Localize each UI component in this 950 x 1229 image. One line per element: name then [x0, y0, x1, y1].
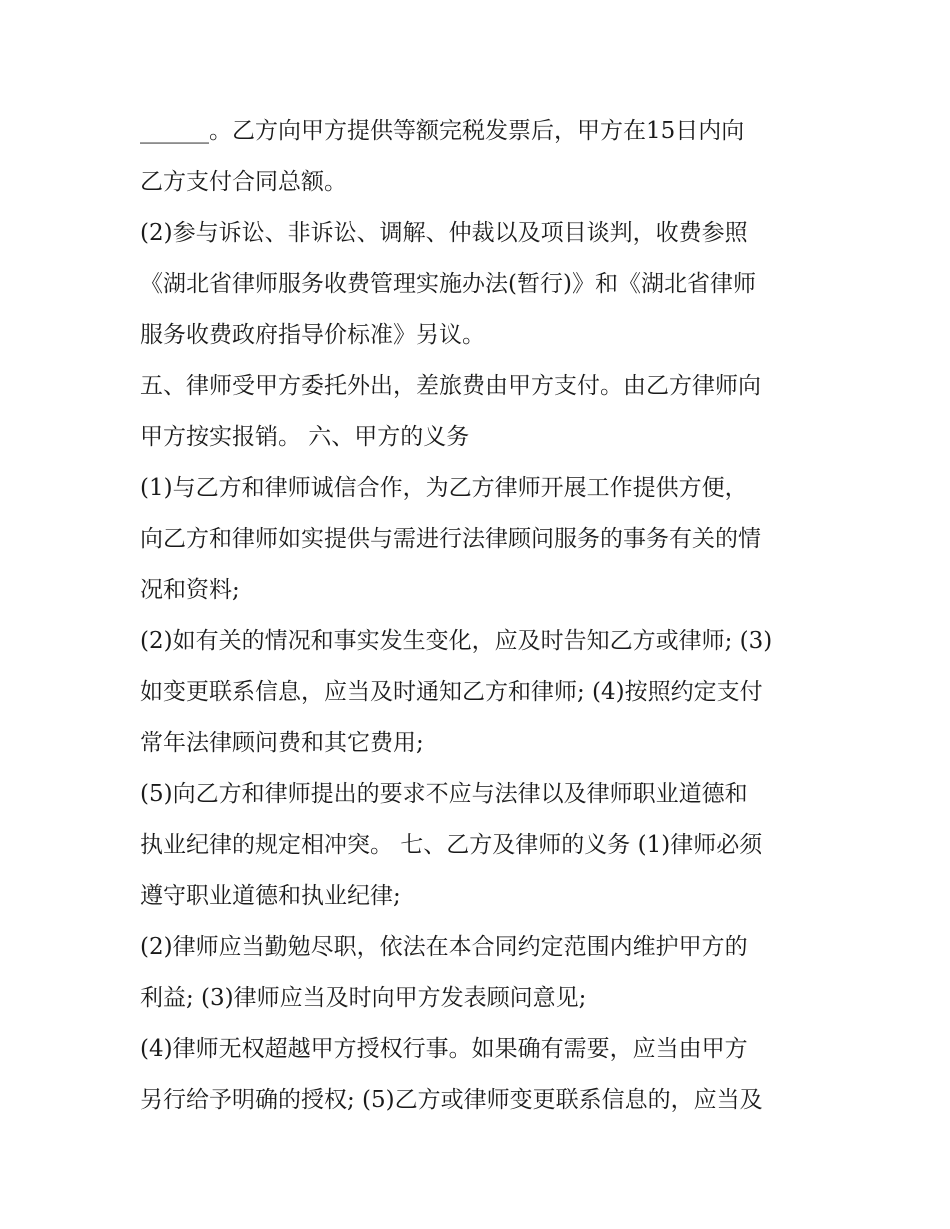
contract-text — [140, 106, 830, 1126]
text-line: 利益; (3)律师应当及时向甲方发表顾问意见; — [140, 985, 587, 1011]
text-line: 执业纪律的规定相冲突。 七、乙方及律师的义务 (1)律师必须 — [140, 832, 763, 858]
text-line: 如变更联系信息，应当及时通知乙方和律师; (4)按照约定支付 — [140, 679, 763, 705]
text-line: 服务收费政府指导价标准》另议。 — [140, 322, 485, 348]
text-line: 另行给予明确的授权; (5)乙方或律师变更联系信息的，应当及 — [140, 1087, 763, 1113]
text-line: 甲方按实报销。 六、甲方的义务 — [140, 424, 470, 450]
text-line: (4)律师无权超越甲方授权行事。如果确有需要，应当由甲方 — [140, 1036, 748, 1062]
text-line: 《湖北省律师服务收费管理实施办法(暂行)》和《湖北省律师 — [140, 271, 756, 297]
text-line: 况和资料; — [140, 577, 240, 603]
text-line: 向乙方和律师如实提供与需进行法律顾问服务的事务有关的情 — [140, 526, 761, 552]
text-line: 常年法律顾问费和其它费用; — [140, 730, 424, 756]
text-line: 五、律师受甲方委托外出，差旅费由甲方支付。由乙方律师向 — [140, 373, 761, 399]
text-line: (2)参与诉讼、非诉讼、调解、仲裁以及项目谈判，收费参照 — [140, 220, 748, 246]
text-line: (2)如有关的情况和事实发生变化，应及时告知乙方或律师; (3) — [140, 628, 773, 654]
text-line: 遵守职业道德和执业纪律; — [140, 883, 401, 909]
text-line: (2)律师应当勤勉尽职，依法在本合同约定范围内维护甲方的 — [140, 934, 748, 960]
text-line: (5)向乙方和律师提出的要求不应与法律以及律师职业道德和 — [140, 781, 748, 807]
text-line: (1)与乙方和律师诚信合作，为乙方律师开展工作提供方便， — [140, 475, 748, 501]
text-line: ______。乙方向甲方提供等额完税发票后，甲方在15日内向 — [140, 118, 745, 144]
text-line: 乙方支付合同总额。 — [140, 169, 347, 195]
